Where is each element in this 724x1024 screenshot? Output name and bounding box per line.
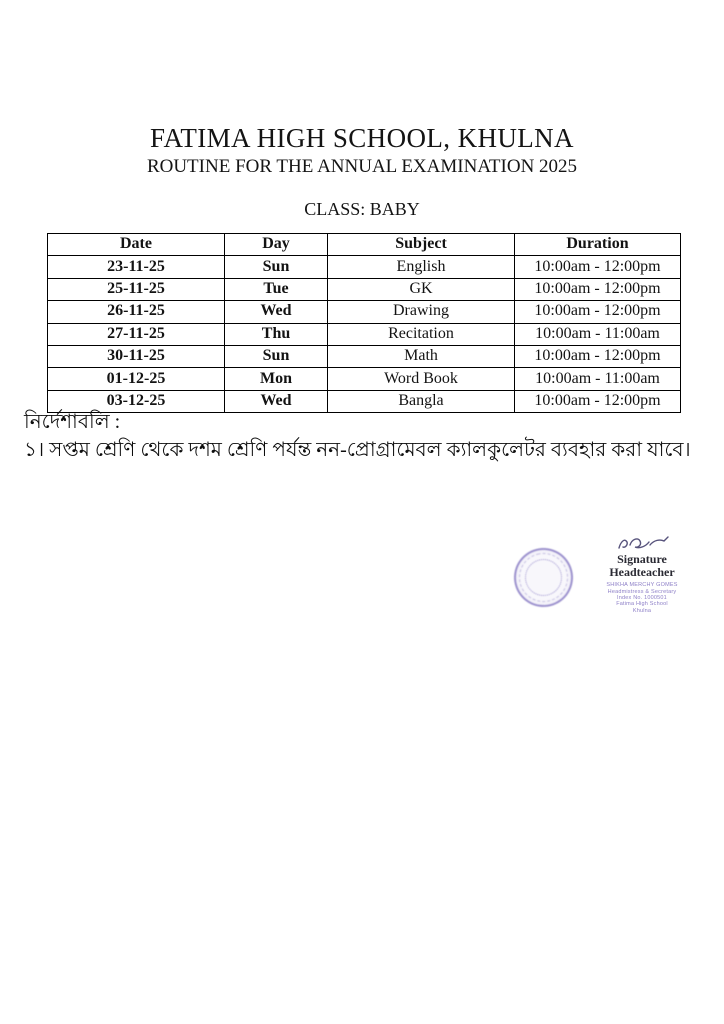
instructions-heading: নির্দেশাবলি : [24,411,121,433]
cell-duration: 10:00am - 11:00am [515,323,681,345]
table-row [48,345,681,367]
document-header [0,123,724,220]
cell-subject: English [328,256,515,278]
table-row [48,323,681,345]
cell-subject: Math [328,345,515,367]
cell-date: 23-11-25 [48,256,225,278]
cell-day: Wed [225,390,328,412]
cell-day: Wed [225,301,328,323]
cell-duration: 10:00am - 12:00pm [515,256,681,278]
table-row [48,256,681,278]
stamp-text-line: Khulna [632,607,652,614]
stamp-text-line: SHIKHA MERCHY GOMES [606,582,678,589]
signature-block [590,533,694,614]
school-name: FATIMA HIGH SCHOOL, KHULNA [150,123,574,153]
cell-day: Thu [225,323,328,345]
column-header-subject: Subject [328,234,515,256]
table-row [48,301,681,323]
round-office-stamp [508,542,580,614]
cell-day: Mon [225,368,328,390]
stamp-text-line: Fatima High School [616,601,668,608]
stamp-text-line: Headmistress & Secretary [607,588,677,595]
headteacher-label: Headteacher [609,565,675,580]
column-header-date: Date [48,234,225,256]
signature-label: Signature [617,552,667,566]
cell-subject: GK [328,278,515,300]
cell-subject: Drawing [328,301,515,323]
instructions-section [24,410,714,462]
stamp-text-lines [590,582,694,614]
column-header-duration: Duration [515,234,681,256]
cell-subject: Recitation [328,323,515,345]
cell-date: 03-12-25 [48,390,225,412]
table-row [48,278,681,300]
cell-duration: 10:00am - 12:00pm [515,301,681,323]
cell-date: 27-11-25 [48,323,225,345]
cell-duration: 10:00am - 12:00pm [515,390,681,412]
cell-date: 30-11-25 [48,345,225,367]
cell-duration: 10:00am - 12:00pm [515,345,681,367]
cell-subject: Word Book [328,368,515,390]
cell-date: 01-12-25 [48,368,225,390]
cell-day: Sun [225,345,328,367]
cell-day: Sun [225,256,328,278]
cell-subject: Bangla [328,390,515,412]
cell-day: Tue [225,278,328,300]
column-header-day: Day [225,234,328,256]
cell-date: 26-11-25 [48,301,225,323]
table-row [48,368,681,390]
cell-duration: 10:00am - 12:00pm [515,278,681,300]
cell-duration: 10:00am - 11:00am [515,368,681,390]
exam-title: ROUTINE FOR THE ANNUAL EXAMINATION 2025 [146,156,578,177]
class-label: CLASS: BABY [304,199,420,219]
cell-date: 25-11-25 [48,278,225,300]
table-header-row [48,234,681,256]
instruction-item: ১। সপ্তম শ্রেণি থেকে দশম শ্রেণি পর্যন্ত নন-প্রোগ্রামেবল ক্যালকুলেটর ব্যবহার করা যাবে। [24,439,691,461]
stamp-text-line: Index No. 1000501 [617,595,667,601]
routine-table [47,233,681,413]
headteacher-signature-scribble [614,533,670,553]
